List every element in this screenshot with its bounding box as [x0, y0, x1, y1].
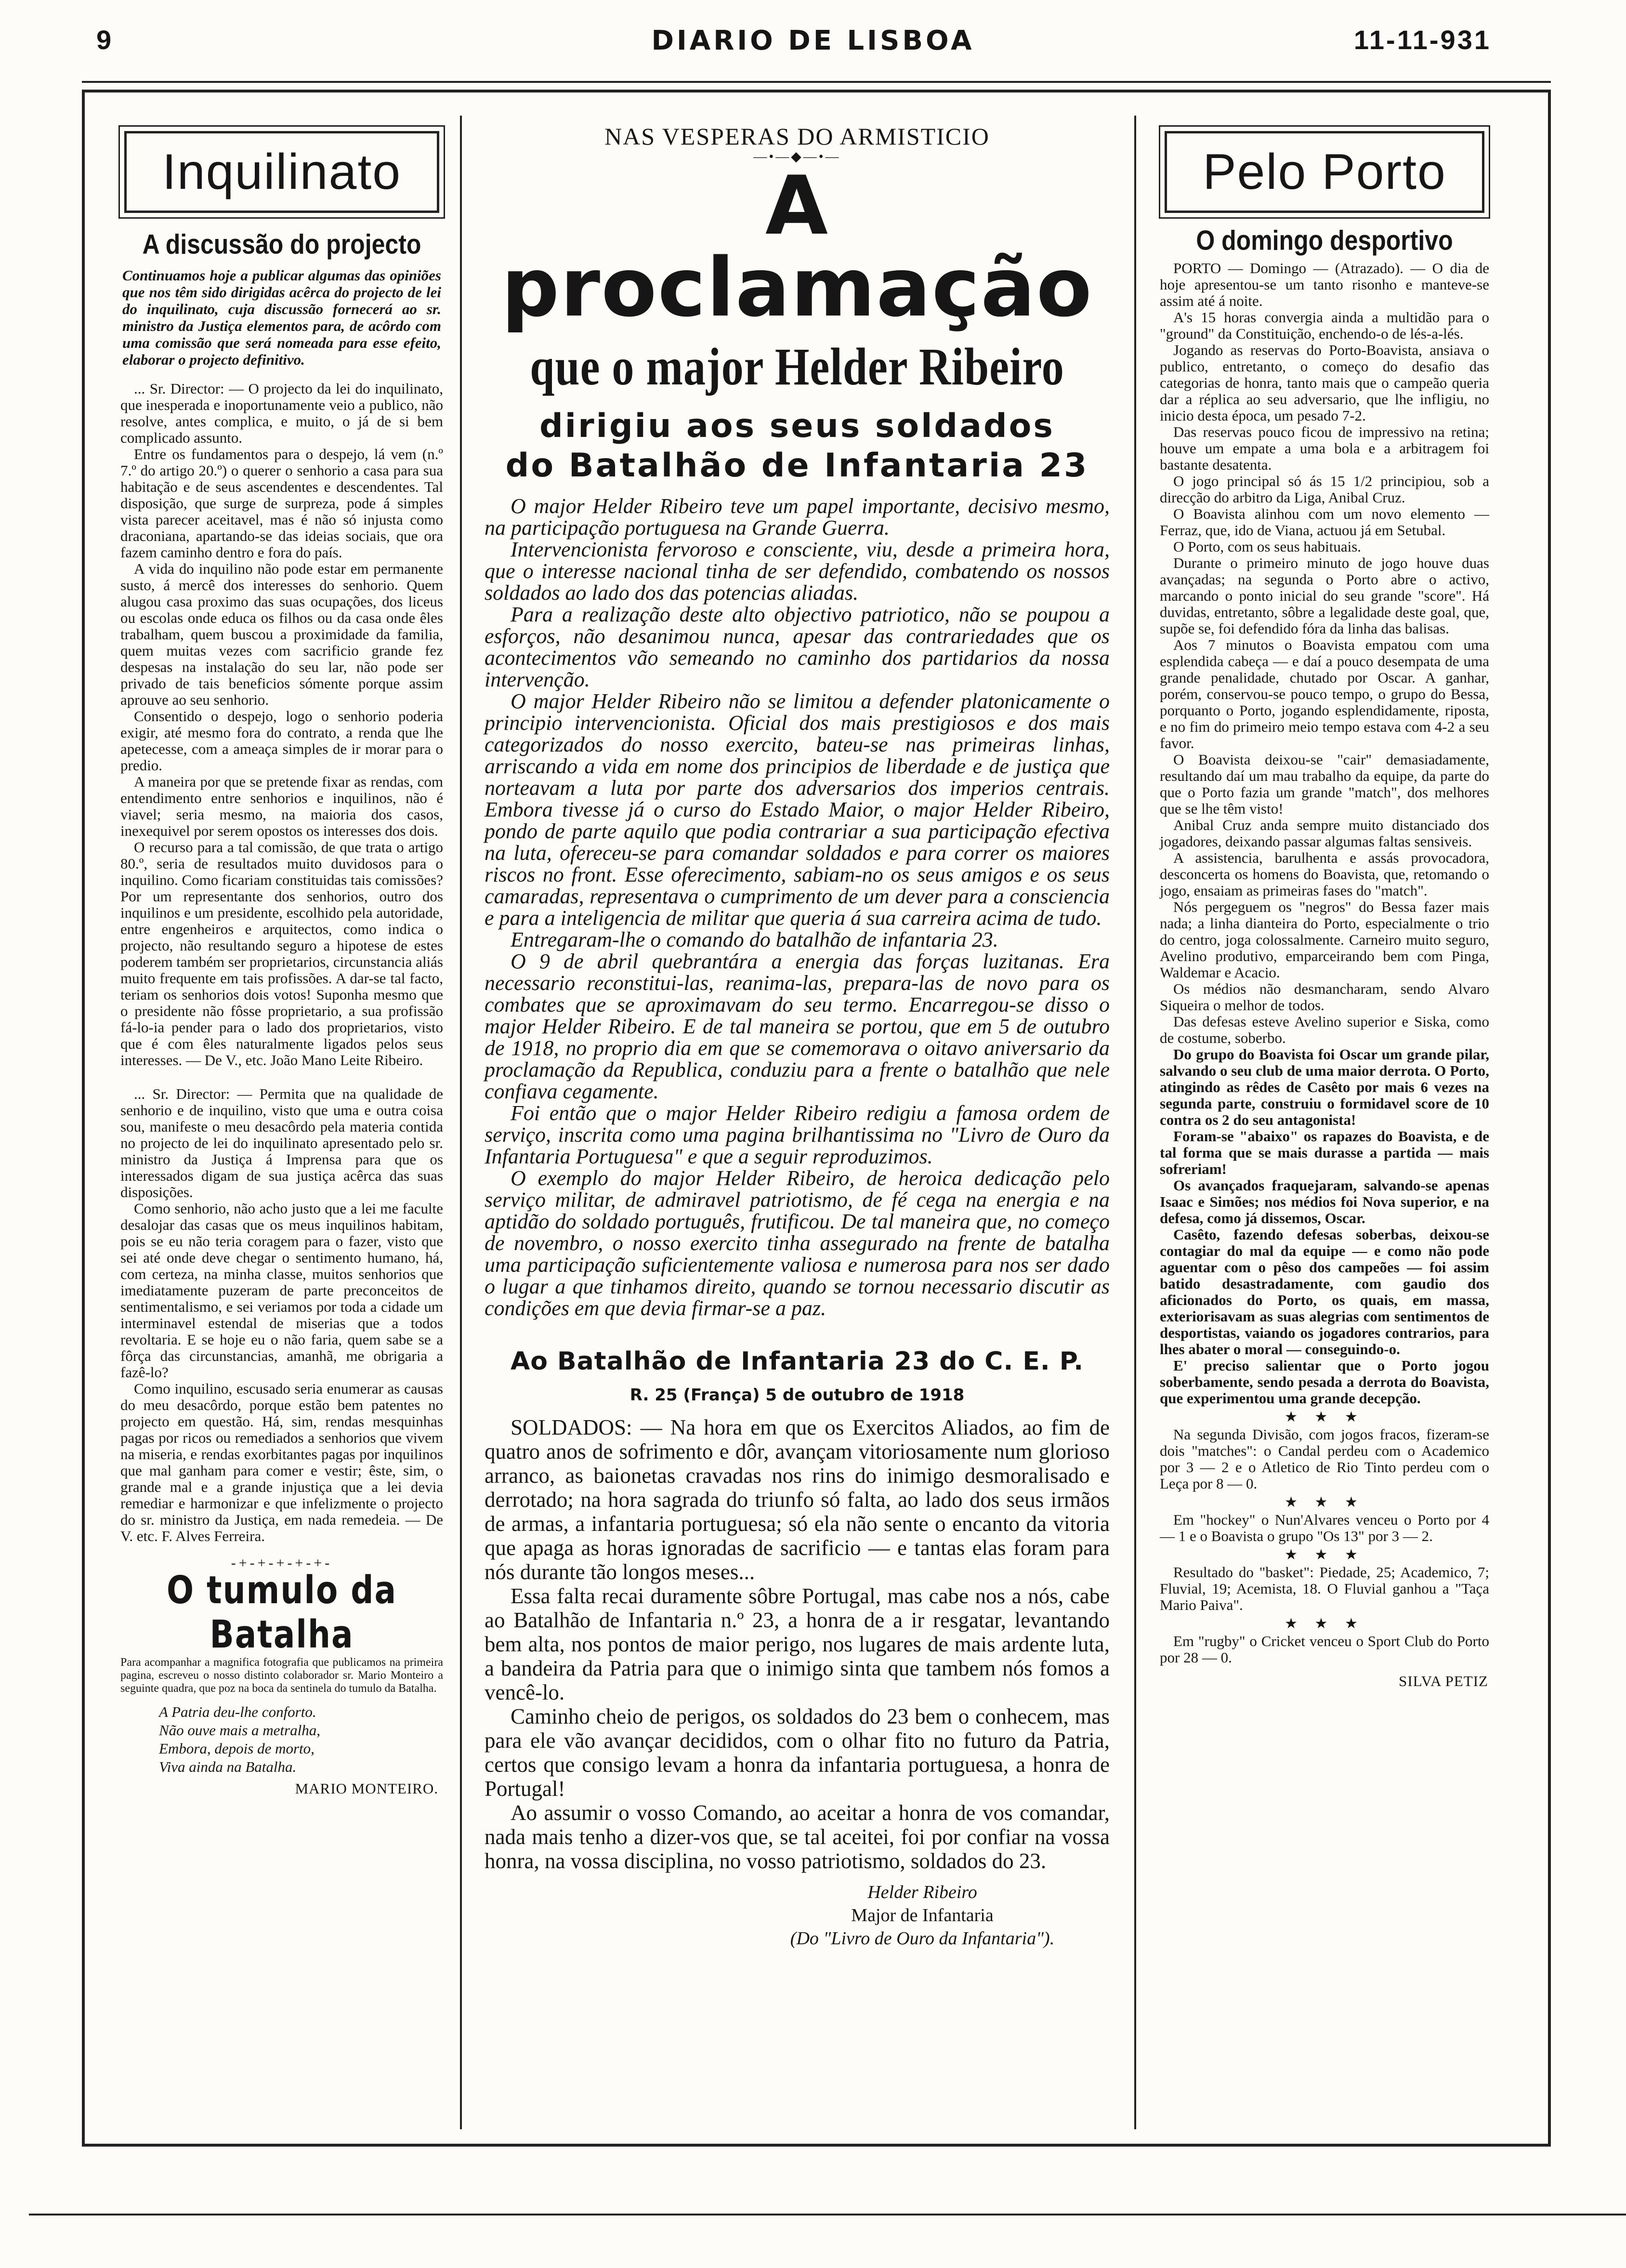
poem-line: A Patria deu-lhe conforto.	[159, 1703, 316, 1720]
poem-line: Embora, depois de morto,	[159, 1740, 315, 1757]
column-inquilinato	[116, 116, 448, 2123]
paragraph: Na segunda Divisão, com jogos fracos, fizeram-se dois "matches": o Candal perdeu com o Academico por 3 — 2 e o Atletico de Rio Tinto perdeu com o Leça por 8 — 0.	[1160, 1426, 1489, 1492]
ornament: —•—◆—•—	[753, 149, 841, 164]
section-intro: Continuamos hoje a publicar algumas das opiniões que nos têm sido dirigidas acêrca do projecto de lei do inquilinato, cuja discussão fornecerá ao sr. ministro da Justiça elementos para, de acôrdo com uma comissão que será nomeada para esse efeito, elaborar o projecto definitivo.	[122, 267, 441, 368]
report-signature: SILVA PETIZ	[1399, 1673, 1488, 1689]
paragraph: O major Helder Ribeiro teve um papel importante, decisivo mesmo, na participação portuguesa na Grande Guerra.	[485, 494, 1110, 540]
top-rule	[82, 81, 1551, 83]
signature-name: Helder Ribeiro	[867, 1882, 977, 1902]
stars-divider: ★ ★ ★	[1285, 1616, 1364, 1632]
paragraph: Entre os fundamentos para o despejo, lá vem (n.º 7.º do artigo 20.º) o querer o senhorio a casa para sua habitação e de seus ascendentes e descendentes. Tal disposição, que surge de surpreza, pode á simples vista parecer aceitavel, mas é não só injusta como draconiana, apartando-se das ideias sociais, que ora fazem caminho dentro e fora do país.	[120, 446, 443, 561]
section-box-title: Pelo Porto	[1165, 131, 1484, 213]
paragraph: Os avançados fraquejaram, salvando-se apenas Isaac e Simões; nos médios foi Nova superior, e na defesa, como já dissemos, Oscar.	[1160, 1177, 1489, 1226]
tumulo-title: O tumulo da Batalha	[166, 1568, 397, 1657]
paragraph: Consentido o despejo, logo o senhorio poderia exigir, até mesmo fora do contrato, a renda que lhe apetecesse, com a ameaça simples de ir morar para o predio.	[120, 708, 443, 774]
paragraph: ... Sr. Director: — O projecto da lei do inquilinato, que inesperada e inoportunamente veio a publico, não resolve, antes complica, e muito, o já de si bem complicado assunto.	[120, 380, 443, 446]
poem-line: Não ouve mais a metralha,	[159, 1722, 320, 1739]
signature-rank: Major de Infantaria	[851, 1905, 994, 1925]
column-rule-right	[1134, 116, 1136, 2129]
paragraph: Entregaram-lhe o comando do batalhão de infantaria 23.	[511, 928, 998, 951]
section-kicker: O domingo desportivo	[1196, 224, 1453, 256]
stars-divider: ★ ★ ★	[1285, 1409, 1364, 1425]
section-subtitle: R. 25 (França) 5 de outubro de 1918	[629, 1385, 965, 1405]
paragraph: PORTO — Domingo — (Atrazado). — O dia de hoje apresentou-se um tanto risonho e manteve-se assim até á noite.	[1160, 260, 1489, 309]
paragraph: A assistencia, barulhenta e assás provocadora, desconcerta os homens do Boavista, que, retomando o jogo, ensaiam as primeiras fases do "match".	[1160, 849, 1489, 899]
paragraph: Os médios não desmancharam, sendo Alvaro Siqueira o melhor de todos.	[1160, 980, 1489, 1014]
paragraph: Em "hockey" o Nun'Alvares venceu o Porto por 4 — 1 e o Boavista o grupo "Os 13" por 3 — 2.	[1160, 1511, 1489, 1544]
paragraph: Durante o primeiro minuto de jogo houve duas avançadas; na segunda o Porto abre o activo, marcando o ponto inicial do seu grande "score". Há duvidas, entretanto, sôbre a legalidade deste goal, que, supõe se, foi defendido fóra da linha das balisas.	[1160, 554, 1489, 637]
article-kicker: NAS VESPERAS DO ARMISTICIO	[604, 123, 990, 150]
paragraph: Jogando as reservas do Porto-Boavista, ansiava o publico, entretanto, o começo do desafio das categorias de honra, tanto mais que o campeão queria dar a réplica ao seu adversario, que lhe infligiu, no inicio desta época, um pesado 7-2.	[1160, 342, 1489, 424]
stars-divider: ★ ★ ★	[1285, 1494, 1364, 1510]
proclamation-text	[485, 1415, 1110, 1873]
paragraph: Casêto, fazendo defesas soberbas, deixou-se contagiar do mal da equipe — e como não pode aguentar com o pêso dos campeões — foi assim batido desastradamente, com gaudio dos aficionados do Porto, os quais, em massa, exteriorisavam as suas alegrias com sentimentos de desportistas, vaiando os jogadores contrarios, para lhes abater o moral — conseguindo-o.	[1160, 1226, 1489, 1358]
subheadline-line-2: do Batalhão de Infantaria 23	[505, 447, 1089, 485]
paragraph: Foram-se "abaixo" os rapazes do Boavista, e de tal forma que se mais durasse a partida — mais sofreriam!	[1160, 1128, 1489, 1177]
paragraph: Para a realização deste alto objectivo patriotico, não se poupou a esforços, não desanimou nunca, apesar das contrariedades que os acontecimentos vão semeando no caminho dos partidarios da nossa intervenção.	[485, 603, 1110, 691]
tumulo-intro: Para acompanhar a magnifica fotografia que publicamos na primeira pagina, escreveu o nosso distinto colaborador sr. Mario Monteiro a seguinte quadra, que poz na boca da sentinela do tumulo da Batalha.	[120, 1656, 443, 1695]
lead-text	[485, 495, 1110, 1319]
stars-divider: ★ ★ ★	[1285, 1547, 1364, 1563]
hockey-results	[1160, 1512, 1489, 1544]
issue-date: 11-11-931	[1353, 25, 1491, 55]
paragraph: Ao assumir o vosso Comando, ao aceitar a honra de vos comandar, nada mais tenho a dizer-vos que, se tal aceitei, foi por confiar na vossa honra, na vossa disciplina, no vosso patriotismo, soldados do 23.	[485, 1801, 1110, 1873]
page-number: 9	[96, 25, 112, 55]
paragraph: O recurso para a tal comissão, de que trata o artigo 80.º, seria de resultados muito duvidosos para o inquilino. Como ficariam constituidas tais comissões? Por um representante dos senhorios, outro dos inquilinos e um presidente, escolhido pela autoridade, entre engenheiros e arquitectos, como indica o projecto, não resultando seguro a hipotese de estes poderem também ser proprietarios, circunstancia aliás muito frequente em tais profissões. A dar-se tal facto, teriam os senhorios dois votos! Suponha mesmo que o presidente não fôsse proprietario, a sua profissão fá-lo-ia pender para o lado dos proprietarios, visto que é com êles naturalmente ligados pelos seus interesses. — De V., etc. João Mano Leite Ribeiro.	[120, 839, 443, 1068]
headline: A proclamação	[501, 158, 1093, 335]
paragraph: O exemplo do major Helder Ribeiro, de heroica dedicação pelo serviço militar, de admiravel patriotismo, de fé cega na energia e na aptidão do soldado português, frutificou. De tal maneira que, no começo de novembro, o nosso exercito tinha assegurado na frente de batalha uma participação suficientemente valiosa e numerosa para nos ser dado o lugar a que tinhamos direito, quando se tornou necessario discutir as condições em que devia firmar-se a paz.	[485, 1166, 1110, 1320]
newspaper-title: DIARIO DE LISBOA	[651, 25, 975, 56]
sports-report	[1160, 260, 1489, 1407]
masthead	[0, 19, 1626, 67]
paragraph: O Porto, com os seus habituais.	[1173, 538, 1362, 555]
paragraph: O Boavista deixou-se "cair" demasiadamente, resultando daí um mau trabalho da equipe, da parte do que o Porto fazia um grande "match", dos melhores que se lhe têm visto!	[1160, 751, 1489, 817]
separator-ornament: -+-+-+-+-+-	[231, 1555, 333, 1571]
sports-results	[1160, 1426, 1489, 1492]
poem	[159, 1703, 448, 1776]
section-kicker: A discussão do projecto	[142, 228, 421, 260]
paragraph: A maneira por que se pretende fixar as rendas, com entendimento entre senhorios e inquilinos, não é viavel; seria mesmo, na maioria dos casos, inexequivel por serem opostos os interesses dos dois.	[120, 773, 443, 839]
paragraph: Intervencionista fervoroso e consciente, viu, desde a primeira hora, que o interesse nacional tinha de ser defendido, combatendo os nossos soldados ao lado dos das potencias aliadas.	[485, 538, 1110, 605]
paragraph: O jogo principal só ás 15 1/2 principiou, sob a direcção do arbitro da Liga, Anibal Cruz.	[1160, 473, 1489, 506]
frame-bottom	[82, 2144, 1551, 2147]
subheadline: que o major Helder Ribeiro	[530, 337, 1064, 396]
bottom-rule	[29, 2214, 1626, 2215]
poem-line: Viva ainda na Batalha.	[159, 1758, 297, 1775]
basket-results	[1160, 1564, 1489, 1613]
paragraph: A's 15 horas convergia ainda a multidão para o "ground" da Constituição, enchendo-o de lés-a-lés.	[1160, 309, 1489, 342]
frame-right	[1548, 90, 1551, 2147]
paragraph: Como inquilino, escusado seria enumerar as causas do meu desacôrdo, porque estão bem patentes no projecto em questão. Há, sim, rendas mesquinhas pagas por ricos ou remediados a senhorios que vivem na miseria, e rendas exorbitantes pagas por inquilinos que mal ganham para comer e vestir; êste, sim, o grande mal e a grande injustiça que a lei devia remediar e harmonizar e que infelizmente o projecto do sr. ministro da Justiça, em nada remedeia. — De V. etc. F. Alves Ferreira.	[120, 1380, 443, 1544]
paragraph: O Boavista alinhou com um novo elemento — Ferraz, que, ido de Viana, actuou já em Setubal.	[1160, 505, 1489, 539]
paragraph: Das defesas esteve Avelino superior e Siska, como de costume, soberbo.	[1160, 1013, 1489, 1046]
rugby-results	[1160, 1633, 1489, 1666]
paragraph: Como senhorio, não acho justo que a lei me faculte desalojar das casas que os meus inquilinos habitam, pois se eu não teria coragem para o fazer, visto que sei até onde deve chegar o sentimento humano, há, com certeza, na minha classe, muitos senhorios que imediatamente puzeram de parte preconceitos de sentimentalismo, e sei veriamos por toda a cidade um interminavel estendal de miserias que a todos revoltaria. E se hoje eu o não faria, quem sabe se a fôrça das circunstancias, amanhã, me obrigaria a fazê-lo?	[120, 1200, 443, 1381]
paragraph: Anibal Cruz anda sempre muito distanciado dos jogadores, deixando passar algumas faltas sensiveis.	[1160, 817, 1489, 850]
paragraph: Do grupo do Boavista foi Oscar um grande pilar, salvando o seu club de uma maior derrota. O Porto, atingindo as rêdes de Casêto por mais 6 vezes na segunda parte, construiu o formidavel score de 10 contra os 2 do seu antagonista!	[1160, 1046, 1489, 1128]
column-proclamacao	[477, 116, 1117, 2123]
paragraph: Das reservas pouco ficou de impressivo na retina; houve um empate a uma bola e a arbitragem foi bastante desatenta.	[1160, 423, 1489, 473]
paragraph: O major Helder Ribeiro não se limitou a defender platonicamente o principio intervencionista. Oficial dos mais prestigiosos e dos mais categorizados do nosso exercito, bateu-se nas primeiras linhas, arriscando a vida em nome dos principios de liberdade e de justiça que norteavam a luta por parte dos adversarios dos imperios centrais. Embora tivesse já o curso do Estado Maior, o major Helder Ribeiro, pondo de parte aquilo que podia contrariar a sua participação efectiva na luta, ofereceu-se para comandar soldados e para correr os maiores riscos no front. Esse oferecimento, sabiam-no os seus amigos e os seus camaradas, representava o cumprimento de um dever para a consciencia e para a inteligencia de militar que queria á sua carreira acima de tudo.	[485, 689, 1110, 930]
paragraph: O 9 de abril quebrantára a energia das forças luzitanas. Era necessario reconstitui-las, reanima-las, prepara-las de novo para os combates que se aproximavam do seu termo. Encarregou-se disso o major Helder Ribeiro. E de tal maneira se portou, que em 5 de outubro de 1918, no proprio dia em que se comemorava o oitavo aniversario da proclamação da Republica, conduziu para a frente o batalhão que nele confiava cegamente.	[485, 949, 1110, 1103]
letter-2	[120, 1086, 443, 1544]
subheadline-line-1: dirigiu aos seus soldados	[539, 407, 1055, 445]
section-title: Ao Batalhão de Infantaria 23 do C. E. P.	[510, 1347, 1084, 1376]
section-box-title: Inquilinato	[124, 131, 439, 213]
paragraph: Foi então que o major Helder Ribeiro redigiu a famosa ordem de serviço, inscrita como uma pagina brilhantissima no "Livro de Ouro da Infantaria Portuguesa" e que a seguir reproduzimos.	[485, 1101, 1110, 1168]
paragraph: Caminho cheio de perigos, os soldados do 23 bem o conhecem, mas para ele vão avançar decididos, com o olhar fito no futuro da Patria, certos que consigo levam a honra da infantaria portuguesa, a honra de Portugal!	[485, 1704, 1110, 1801]
signature-block	[727, 1881, 1117, 1950]
column-pelo-porto	[1156, 116, 1493, 2123]
paragraph: Aos 7 minutos o Boavista empatou com uma esplendida cabeça — e daí a pouco desempata de uma grande penalidade, chutado por Oscar. A ganhar, porém, conservou-se pouco tempo, o grupo do Bessa, porquanto o Porto, jogando esplendidamente, riposta, e no fim do primeiro meio tempo estava com 4-2 a seu favor.	[1160, 636, 1489, 752]
paragraph: Nós pergeguem os "negros" do Bessa fazer mais nada; a linha dianteira do Porto, especialmente o trio do centro, joga colossalmente. Carneiro muito seguro, Avelino produtivo, emparceirando bem com Pinga, Waldemar e Acacio.	[1160, 898, 1489, 981]
paragraph: Essa falta recai duramente sôbre Portugal, mas cabe nos a nós, cabe ao Batalhão de Infantaria n.º 23, a honra de a ir resgatar, levantando bem alta, nos pontos de maior perigo, nos lugares de mais ardente luta, a bandeira da Patria para que o inimigo sinta que tambem nós fomos a vencê-lo.	[485, 1584, 1110, 1704]
poem-signature: MARIO MONTEIRO.	[295, 1780, 438, 1797]
paragraph: ... Sr. Director: — Permita que na qualidade de senhorio e de inquilino, visto que uma e outra coisa sou, manifeste o meu desacôrdo pela materia contida no projecto de lei do inquilinato apresentado pelo sr. ministro da Justiça á Imprensa para que os interessados digam de sua justiça acêrca das suas disposições.	[120, 1085, 443, 1200]
paragraph: E' preciso salientar que o Porto jogou soberbamente, sendo pesada a derrota do Boavista, que experimentou uma grande decepção.	[1160, 1357, 1489, 1407]
paragraph: Resultado do "basket": Piedade, 25; Academico, 7; Fluvial, 19; Acemista, 18. O Fluvial ganhou a "Taça Mario Paiva".	[1160, 1564, 1489, 1613]
paragraph: Em "rugby" o Cricket venceu o Sport Club do Porto por 28 — 0.	[1160, 1633, 1489, 1666]
paragraph: A vida do inquilino não pode estar em permanente susto, á mercê dos interesses do senhorio. Quem alugou casa proximo das suas ocupações, dos liceus ou escolas onde educa os filhos ou da casa onde êles trabalham, quem buscou a proximidade da familia, quem muitas vezes com sacrificio grande fez despesas na instalação do seu lar, não pode ser privado de tais beneficios sómente porque assim aprouve ao seu senhorio.	[120, 560, 443, 708]
letter-1	[120, 381, 443, 1068]
column-rule-left	[460, 116, 462, 2129]
signature-source: (Do "Livro de Ouro da Infantaria").	[790, 1928, 1055, 1949]
frame-top	[82, 90, 1551, 92]
frame-left	[82, 90, 85, 2147]
paragraph: SOLDADOS: — Na hora em que os Exercitos Aliados, ao fim de quatro anos de sofrimento e dôr, avançam vitoriosamente num glorioso arranco, as baionetas cravadas nos rins do inimigo desmoralisado e derrotado; na hora sagrada do triunfo só falta, ao lado dos seus irmãos de armas, a infantaria portuguesa; só ela não sente o encanto da vitoria que apaga as horas ignoradas de sacrificio — e tantas elas foram para nós durante tão longos meses...	[485, 1415, 1110, 1584]
